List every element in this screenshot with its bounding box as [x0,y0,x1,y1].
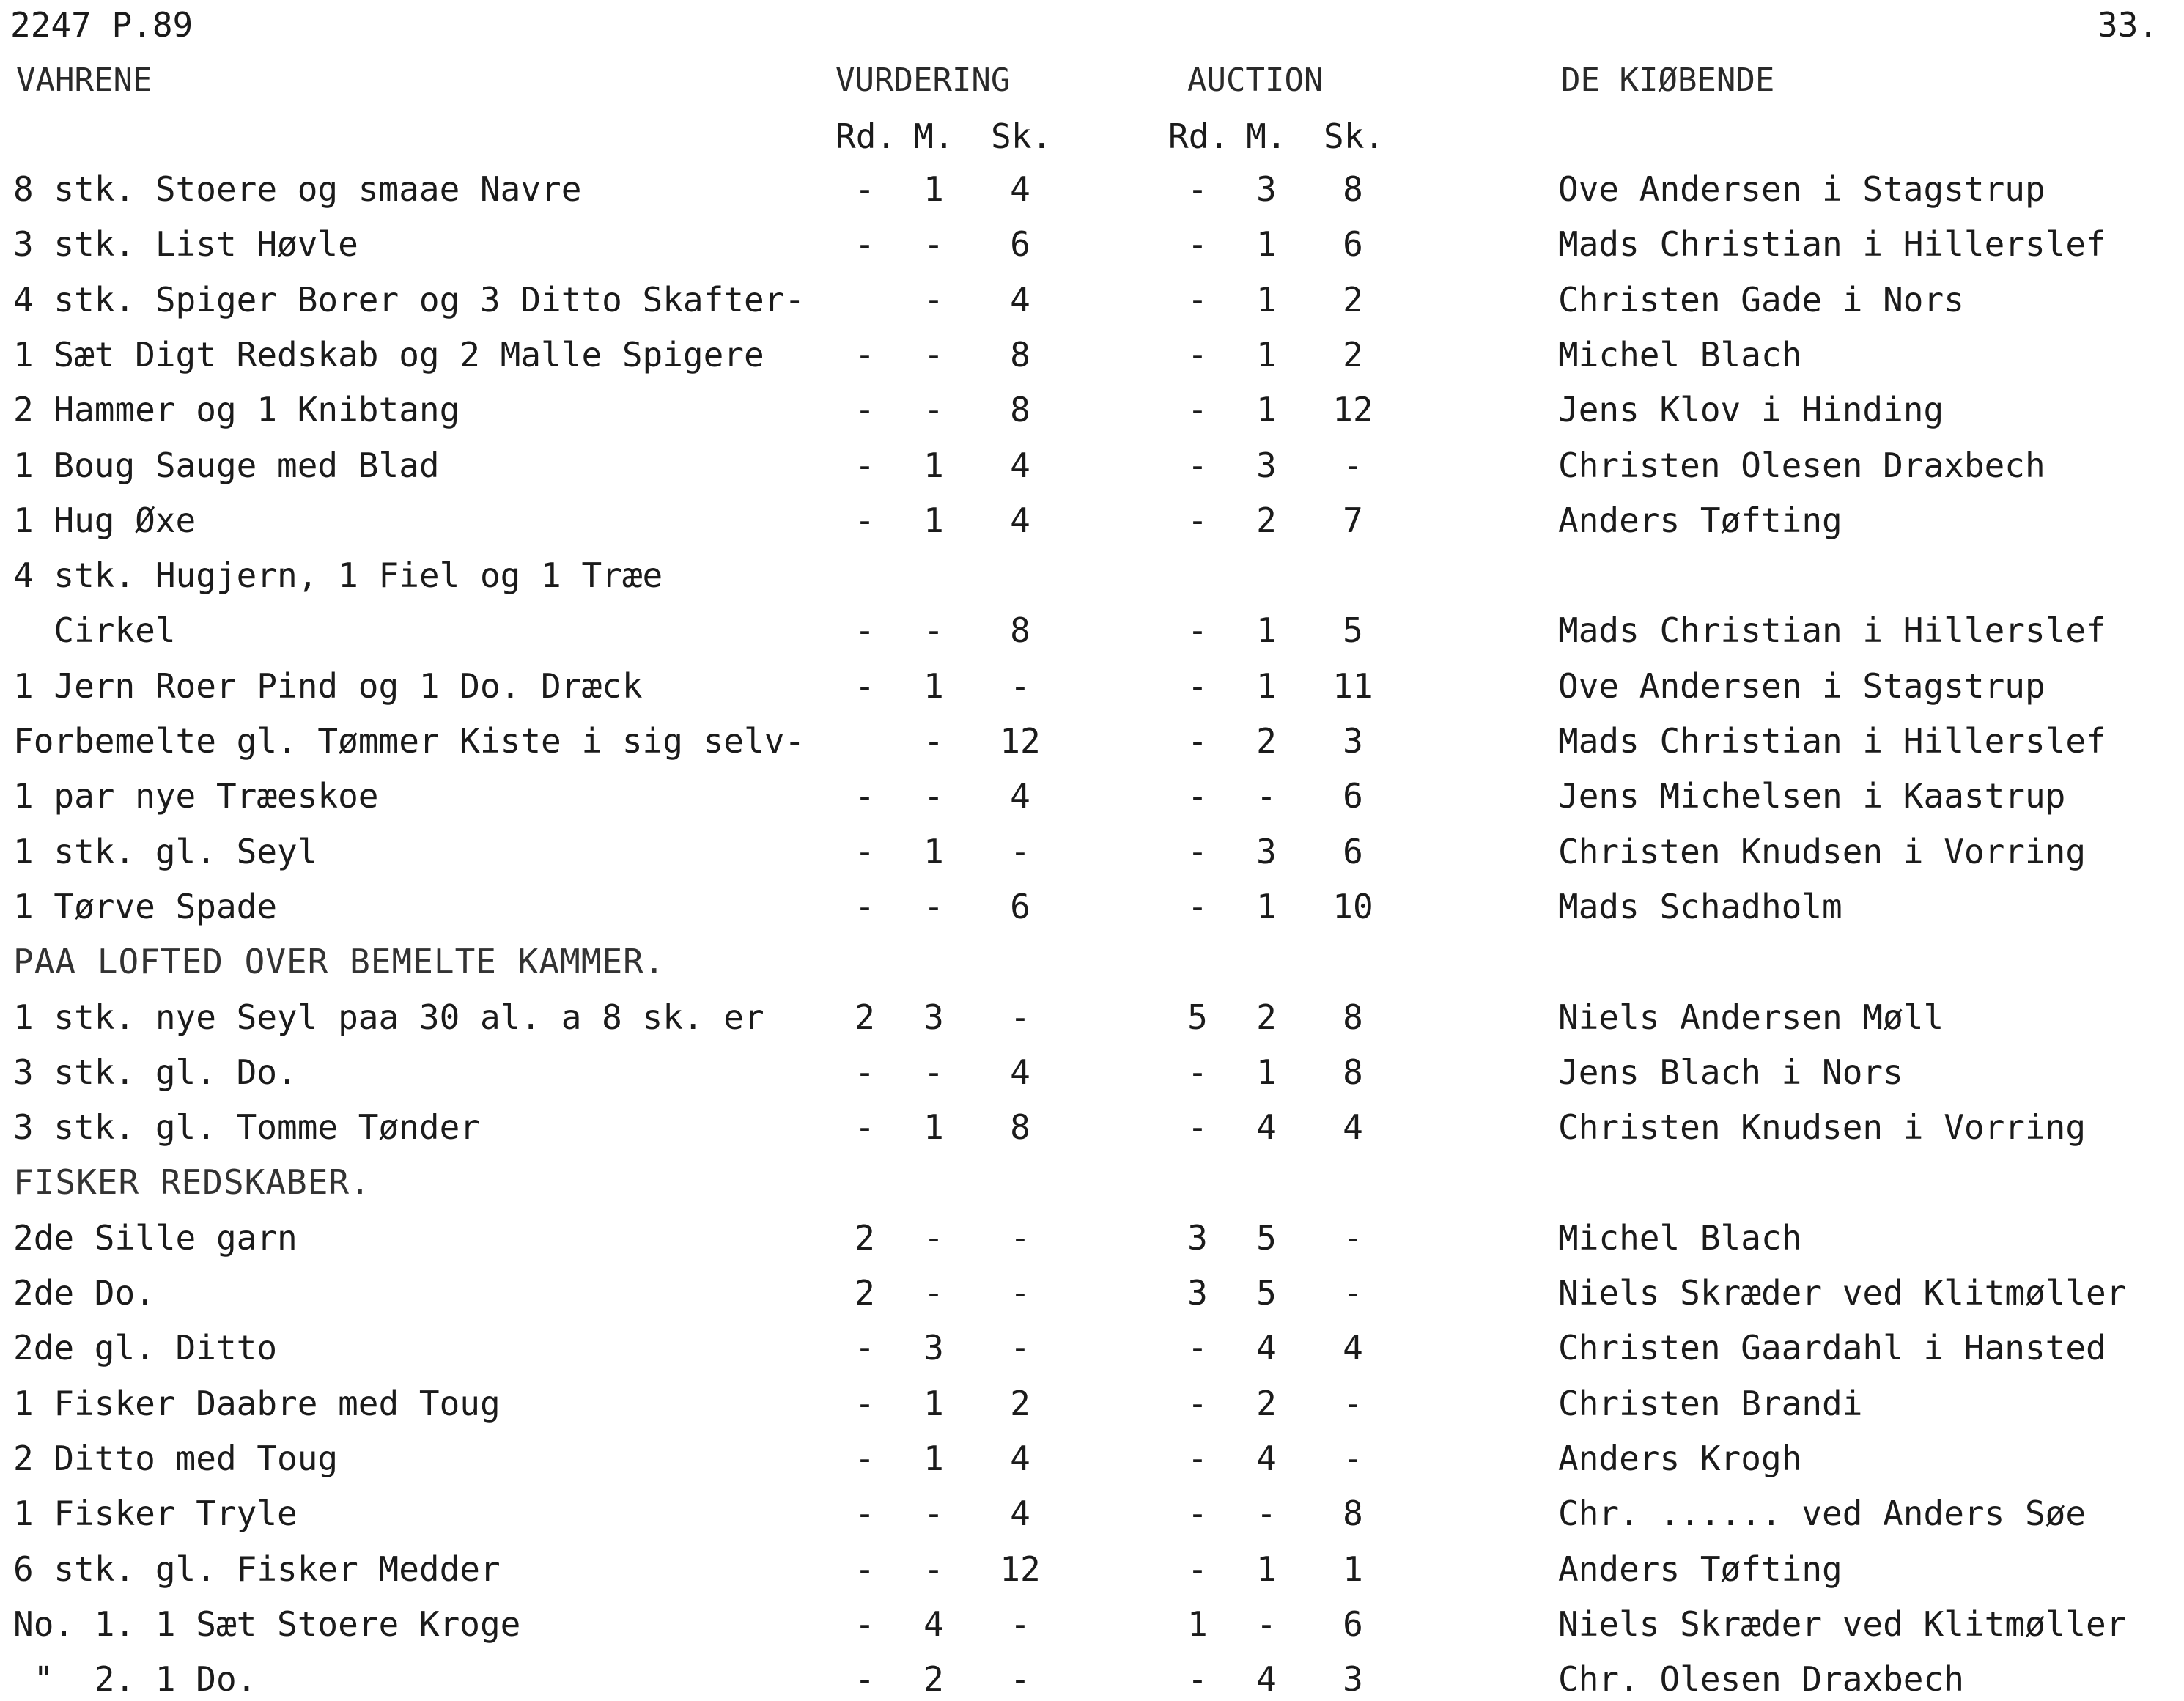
table-row [0,167,2184,211]
valuation-unit-rd: Rd. [835,117,897,156]
auction-sk-cell: 6 [1343,776,1363,816]
auction-sk-cell: 6 [1343,1604,1363,1644]
valuation-rd-cell: 2 [855,997,875,1037]
table-row [0,1491,2184,1535]
valuation-m-cell: 1 [923,832,944,871]
auction-rd-cell: 1 [1187,1604,1208,1644]
item-description: 1 Sæt Digt Redskab og 2 Malle Spigere [13,335,764,374]
valuation-m-cell: 1 [923,446,944,485]
valuation-m-cell: - [923,721,944,761]
item-description: 1 Jern Roer Pind og 1 Do. Dræck [13,666,643,706]
table-row [0,885,2184,929]
auction-sk-cell: 12 [1332,390,1373,429]
buyer-name: Ove Andersen i Stagstrup [1558,169,2045,209]
table-row [0,1216,2184,1260]
valuation-m-cell: - [923,280,944,320]
auction-sk-cell: 2 [1343,335,1363,374]
valuation-rd-cell: - [855,446,875,485]
auction-rd-cell: - [1187,1107,1208,1147]
valuation-sk-cell: - [1010,832,1030,871]
table-row [0,1271,2184,1315]
buyer-name: Ove Andersen i Stagstrup [1558,666,2045,706]
auction-sk-cell: 6 [1343,832,1363,871]
auction-sk-cell: 8 [1343,1052,1363,1092]
buyer-name: Anders Krogh [1558,1439,1802,1478]
buyer-name: Mads Christian i Hillerslef [1558,721,2106,761]
auction-rd-cell: - [1187,390,1208,429]
valuation-sk-cell: 8 [1010,610,1030,650]
item-description: Cirkel [13,610,176,650]
table-row [0,1547,2184,1591]
buyer-name: Niels Skræder ved Klitmøller [1558,1604,2127,1644]
auction-m-cell: 4 [1256,1439,1277,1478]
item-description: No. 1. 1 Sæt Stoere Kroge [13,1604,521,1644]
valuation-sk-cell: - [1010,1604,1030,1644]
auction-rd-cell: - [1187,887,1208,926]
column-header-goods: VAHRENE [16,62,152,99]
table-row [0,719,2184,763]
column-header-valuation: VURDERING [835,62,1011,99]
item-description: 1 stk. nye Seyl paa 30 al. a 8 sk. er [13,997,764,1037]
auction-m-cell: 1 [1256,887,1277,926]
auction-rd-cell: - [1187,446,1208,485]
auction-sk-cell: 2 [1343,280,1363,320]
table-row [0,1436,2184,1480]
auction-m-cell: 5 [1256,1273,1277,1313]
auction-m-cell: 4 [1256,1328,1277,1368]
valuation-m-cell: - [923,1052,944,1092]
valuation-sk-cell: 4 [1010,446,1030,485]
valuation-sk-cell: 2 [1010,1384,1030,1423]
table-row [0,278,2184,322]
valuation-sk-cell: - [1010,1273,1030,1313]
valuation-m-cell: 3 [923,1328,944,1368]
buyer-name: Chr. Olesen Draxbech [1558,1659,1964,1699]
valuation-rd-cell: - [855,1052,875,1092]
auction-m-cell: 1 [1256,390,1277,429]
auction-m-cell: 3 [1256,169,1277,209]
valuation-m-cell: 1 [923,1107,944,1147]
buyer-name: Mads Christian i Hillerslef [1558,224,2106,264]
auction-m-cell: 3 [1256,832,1277,871]
valuation-sk-cell: 4 [1010,1052,1030,1092]
item-description: 2de Sille garn [13,1218,298,1258]
item-description: 1 par nye Træeskoe [13,776,379,816]
table-row [0,830,2184,874]
auction-m-cell: 1 [1256,335,1277,374]
auction-sk-cell: - [1343,1218,1363,1258]
valuation-rd-cell: - [855,1328,875,1368]
valuation-rd-cell: - [855,390,875,429]
auction-m-cell: - [1256,1604,1277,1644]
valuation-unit-m: M. [913,117,954,156]
item-description: 4 stk. Spiger Borer og 3 Ditto Skafter- [13,280,805,320]
auction-m-cell: 4 [1256,1659,1277,1699]
auction-sk-cell: 8 [1343,1494,1363,1533]
item-description: 1 Fisker Tryle [13,1494,298,1533]
auction-rd-cell: - [1187,1659,1208,1699]
auction-sk-cell: 4 [1343,1328,1363,1368]
valuation-m-cell: 4 [923,1604,944,1644]
valuation-rd-cell: 2 [855,1218,875,1258]
auction-rd-cell: 5 [1187,997,1208,1037]
valuation-m-cell: 2 [923,1659,944,1699]
table-row [0,664,2184,708]
table-row [0,443,2184,487]
valuation-m-cell: 1 [923,1384,944,1423]
table-row [0,1105,2184,1149]
table-row [0,1326,2184,1370]
valuation-unit-sk: Sk. [991,117,1052,156]
item-description: 8 stk. Stoere og smaae Navre [13,169,582,209]
auction-rd-cell: - [1187,832,1208,871]
auction-m-cell: 2 [1256,1384,1277,1423]
section-heading [0,940,2184,984]
buyer-name: Christen Brandi [1558,1384,1863,1423]
valuation-sk-cell: - [1010,1218,1030,1258]
auction-rd-cell: 3 [1187,1218,1208,1258]
auction-m-cell: 2 [1256,997,1277,1037]
valuation-m-cell: 1 [923,666,944,706]
valuation-rd-cell: - [855,335,875,374]
valuation-sk-cell: 8 [1010,1107,1030,1147]
table-row [0,553,2184,597]
buyer-name: Michel Blach [1558,335,1802,374]
item-description: 6 stk. gl. Fisker Medder [13,1549,501,1589]
auction-m-cell: 1 [1256,280,1277,320]
auction-unit-rd: Rd. [1168,117,1230,156]
auction-sk-cell: 1 [1343,1549,1363,1589]
auction-rd-cell: - [1187,224,1208,264]
column-header-buyers: DE KIØBENDE [1561,62,1775,99]
buyer-name: Niels Andersen Møll [1558,997,1944,1037]
auction-rd-cell: - [1187,1052,1208,1092]
auction-m-cell: 2 [1256,721,1277,761]
buyer-name: Jens Michelsen i Kaastrup [1558,776,2066,816]
auction-rd-cell: - [1187,280,1208,320]
auction-rd-cell: - [1187,610,1208,650]
auction-m-cell: - [1256,776,1277,816]
valuation-rd-cell: - [855,887,875,926]
item-description: 3 stk. gl. Tomme Tønder [13,1107,480,1147]
valuation-sk-cell: 4 [1010,776,1030,816]
buyer-name: Jens Blach i Nors [1558,1052,1903,1092]
item-description: 1 Hug Øxe [13,501,196,540]
valuation-rd-cell: - [855,224,875,264]
auction-rd-cell: - [1187,666,1208,706]
valuation-sk-cell: 12 [1000,1549,1041,1589]
valuation-m-cell: 1 [923,169,944,209]
auction-rd-cell: - [1187,721,1208,761]
valuation-sk-cell: - [1010,1659,1030,1699]
table-row [0,1602,2184,1646]
buyer-name: Mads Christian i Hillerslef [1558,610,2106,650]
auction-sk-cell: 8 [1343,997,1363,1037]
auction-m-cell: 3 [1256,446,1277,485]
table-row [0,1657,2184,1701]
valuation-m-cell: 1 [923,501,944,540]
auction-rd-cell: - [1187,1384,1208,1423]
valuation-m-cell: - [923,610,944,650]
table-row [0,1050,2184,1094]
buyer-name: Anders Tøfting [1558,501,1842,540]
auction-m-cell: - [1256,1494,1277,1533]
valuation-sk-cell: 4 [1010,169,1030,209]
valuation-sk-cell: 4 [1010,280,1030,320]
buyer-name: Mads Schadholm [1558,887,1842,926]
auction-sk-cell: - [1343,1384,1363,1423]
auction-sk-cell: - [1343,1439,1363,1478]
valuation-rd-cell: - [855,1439,875,1478]
valuation-sk-cell: 8 [1010,335,1030,374]
buyer-name: Christen Gaardahl i Hansted [1558,1328,2106,1368]
valuation-sk-cell: 4 [1010,1439,1030,1478]
column-header-auction: AUCTION [1187,62,1324,99]
auction-m-cell: 1 [1256,666,1277,706]
valuation-rd-cell: 2 [855,1273,875,1313]
auction-sk-cell: 10 [1332,887,1373,926]
item-description: 2 Ditto med Toug [13,1439,339,1478]
item-description: Forbemelte gl. Tømmer Kiste i sig selv- [13,721,805,761]
valuation-rd-cell: - [855,1549,875,1589]
valuation-rd-cell: - [855,832,875,871]
valuation-rd-cell: - [855,666,875,706]
auction-rd-cell: - [1187,169,1208,209]
auction-sk-cell: 3 [1343,721,1363,761]
reference-number: 2247 P.89 [10,5,193,45]
valuation-rd-cell: - [855,1604,875,1644]
auction-sk-cell: 7 [1343,501,1363,540]
item-description: 1 stk. gl. Seyl [13,832,318,871]
buyer-name: Jens Klov i Hinding [1558,390,1944,429]
valuation-m-cell: - [923,1494,944,1533]
valuation-m-cell: 3 [923,997,944,1037]
auction-rd-cell: - [1187,1439,1208,1478]
auction-rd-cell: - [1187,1549,1208,1589]
valuation-m-cell: - [923,887,944,926]
item-description: 2de Do. [13,1273,155,1313]
page-number: 33. [2098,5,2159,45]
table-row [0,608,2184,652]
buyer-name: Chr. ...... ved Anders Søe [1558,1494,2087,1533]
table-row [0,333,2184,377]
valuation-m-cell: - [923,1549,944,1589]
buyer-name: Christen Gade i Nors [1558,280,1964,320]
auction-m-cell: 1 [1256,1549,1277,1589]
item-description: 1 Tørve Spade [13,887,278,926]
item-description: 2 Hammer og 1 Knibtang [13,390,460,429]
buyer-name: Anders Tøfting [1558,1549,1842,1589]
section-heading [0,1160,2184,1204]
auction-sk-cell: 5 [1343,610,1363,650]
valuation-rd-cell: - [855,1659,875,1699]
valuation-sk-cell: 6 [1010,887,1030,926]
valuation-sk-cell: - [1010,1328,1030,1368]
valuation-sk-cell: 12 [1000,721,1041,761]
auction-sk-cell: - [1343,446,1363,485]
auction-rd-cell: - [1187,776,1208,816]
valuation-m-cell: - [923,776,944,816]
table-row [0,995,2184,1039]
auction-rd-cell: - [1187,1328,1208,1368]
valuation-rd-cell: - [855,169,875,209]
valuation-rd-cell: - [855,1384,875,1423]
valuation-sk-cell: 8 [1010,390,1030,429]
valuation-m-cell: - [923,1218,944,1258]
valuation-sk-cell: - [1010,997,1030,1037]
item-description: 4 stk. Hugjern, 1 Fiel og 1 Træe [13,556,663,595]
valuation-m-cell: 1 [923,1439,944,1478]
buyer-name: Niels Skræder ved Klitmøller [1558,1273,2127,1313]
item-description: 1 Boug Sauge med Blad [13,446,440,485]
valuation-rd-cell: - [855,501,875,540]
item-description: 2de gl. Ditto [13,1328,278,1368]
table-row [0,774,2184,818]
valuation-rd-cell: - [855,1107,875,1147]
item-description: 3 stk. gl. Do. [13,1052,298,1092]
auction-unit-sk: Sk. [1324,117,1385,156]
buyer-name: Christen Olesen Draxbech [1558,446,2045,485]
auction-sk-cell: 11 [1332,666,1373,706]
valuation-rd-cell: - [855,776,875,816]
table-row [0,222,2184,266]
auction-rd-cell: - [1187,1494,1208,1533]
auction-rd-cell: - [1187,335,1208,374]
buyer-name: Michel Blach [1558,1218,1802,1258]
auction-m-cell: 1 [1256,224,1277,264]
auction-sk-cell: 6 [1343,224,1363,264]
buyer-name: Christen Knudsen i Vorring [1558,1107,2087,1147]
valuation-m-cell: - [923,224,944,264]
table-row [0,498,2184,542]
auction-m-cell: 4 [1256,1107,1277,1147]
table-row [0,388,2184,432]
auction-m-cell: 2 [1256,501,1277,540]
item-description: 1 Fisker Daabre med Toug [13,1384,501,1423]
auction-m-cell: 1 [1256,1052,1277,1092]
auction-m-cell: 5 [1256,1218,1277,1258]
valuation-sk-cell: 4 [1010,501,1030,540]
valuation-m-cell: - [923,335,944,374]
valuation-rd-cell: - [855,1494,875,1533]
item-description: 3 stk. List Høvle [13,224,358,264]
auction-sk-cell: 8 [1343,169,1363,209]
table-row [0,1381,2184,1425]
valuation-m-cell: - [923,390,944,429]
auction-sk-cell: 3 [1343,1659,1363,1699]
valuation-sk-cell: 4 [1010,1494,1030,1533]
valuation-rd-cell: - [855,610,875,650]
item-description: " 2. 1 Do. [13,1659,257,1699]
auction-sk-cell: 4 [1343,1107,1363,1147]
buyer-name: Christen Knudsen i Vorring [1558,832,2087,871]
section-title: PAA LOFTED OVER BEMELTE KAMMER. [13,942,665,981]
auction-sk-cell: - [1343,1273,1363,1313]
auction-rd-cell: - [1187,501,1208,540]
section-title: FISKER REDSKABER. [13,1162,371,1202]
valuation-sk-cell: 6 [1010,224,1030,264]
valuation-sk-cell: - [1010,666,1030,706]
auction-rd-cell: 3 [1187,1273,1208,1313]
auction-m-cell: 1 [1256,610,1277,650]
auction-unit-m: M. [1246,117,1287,156]
valuation-m-cell: - [923,1273,944,1313]
